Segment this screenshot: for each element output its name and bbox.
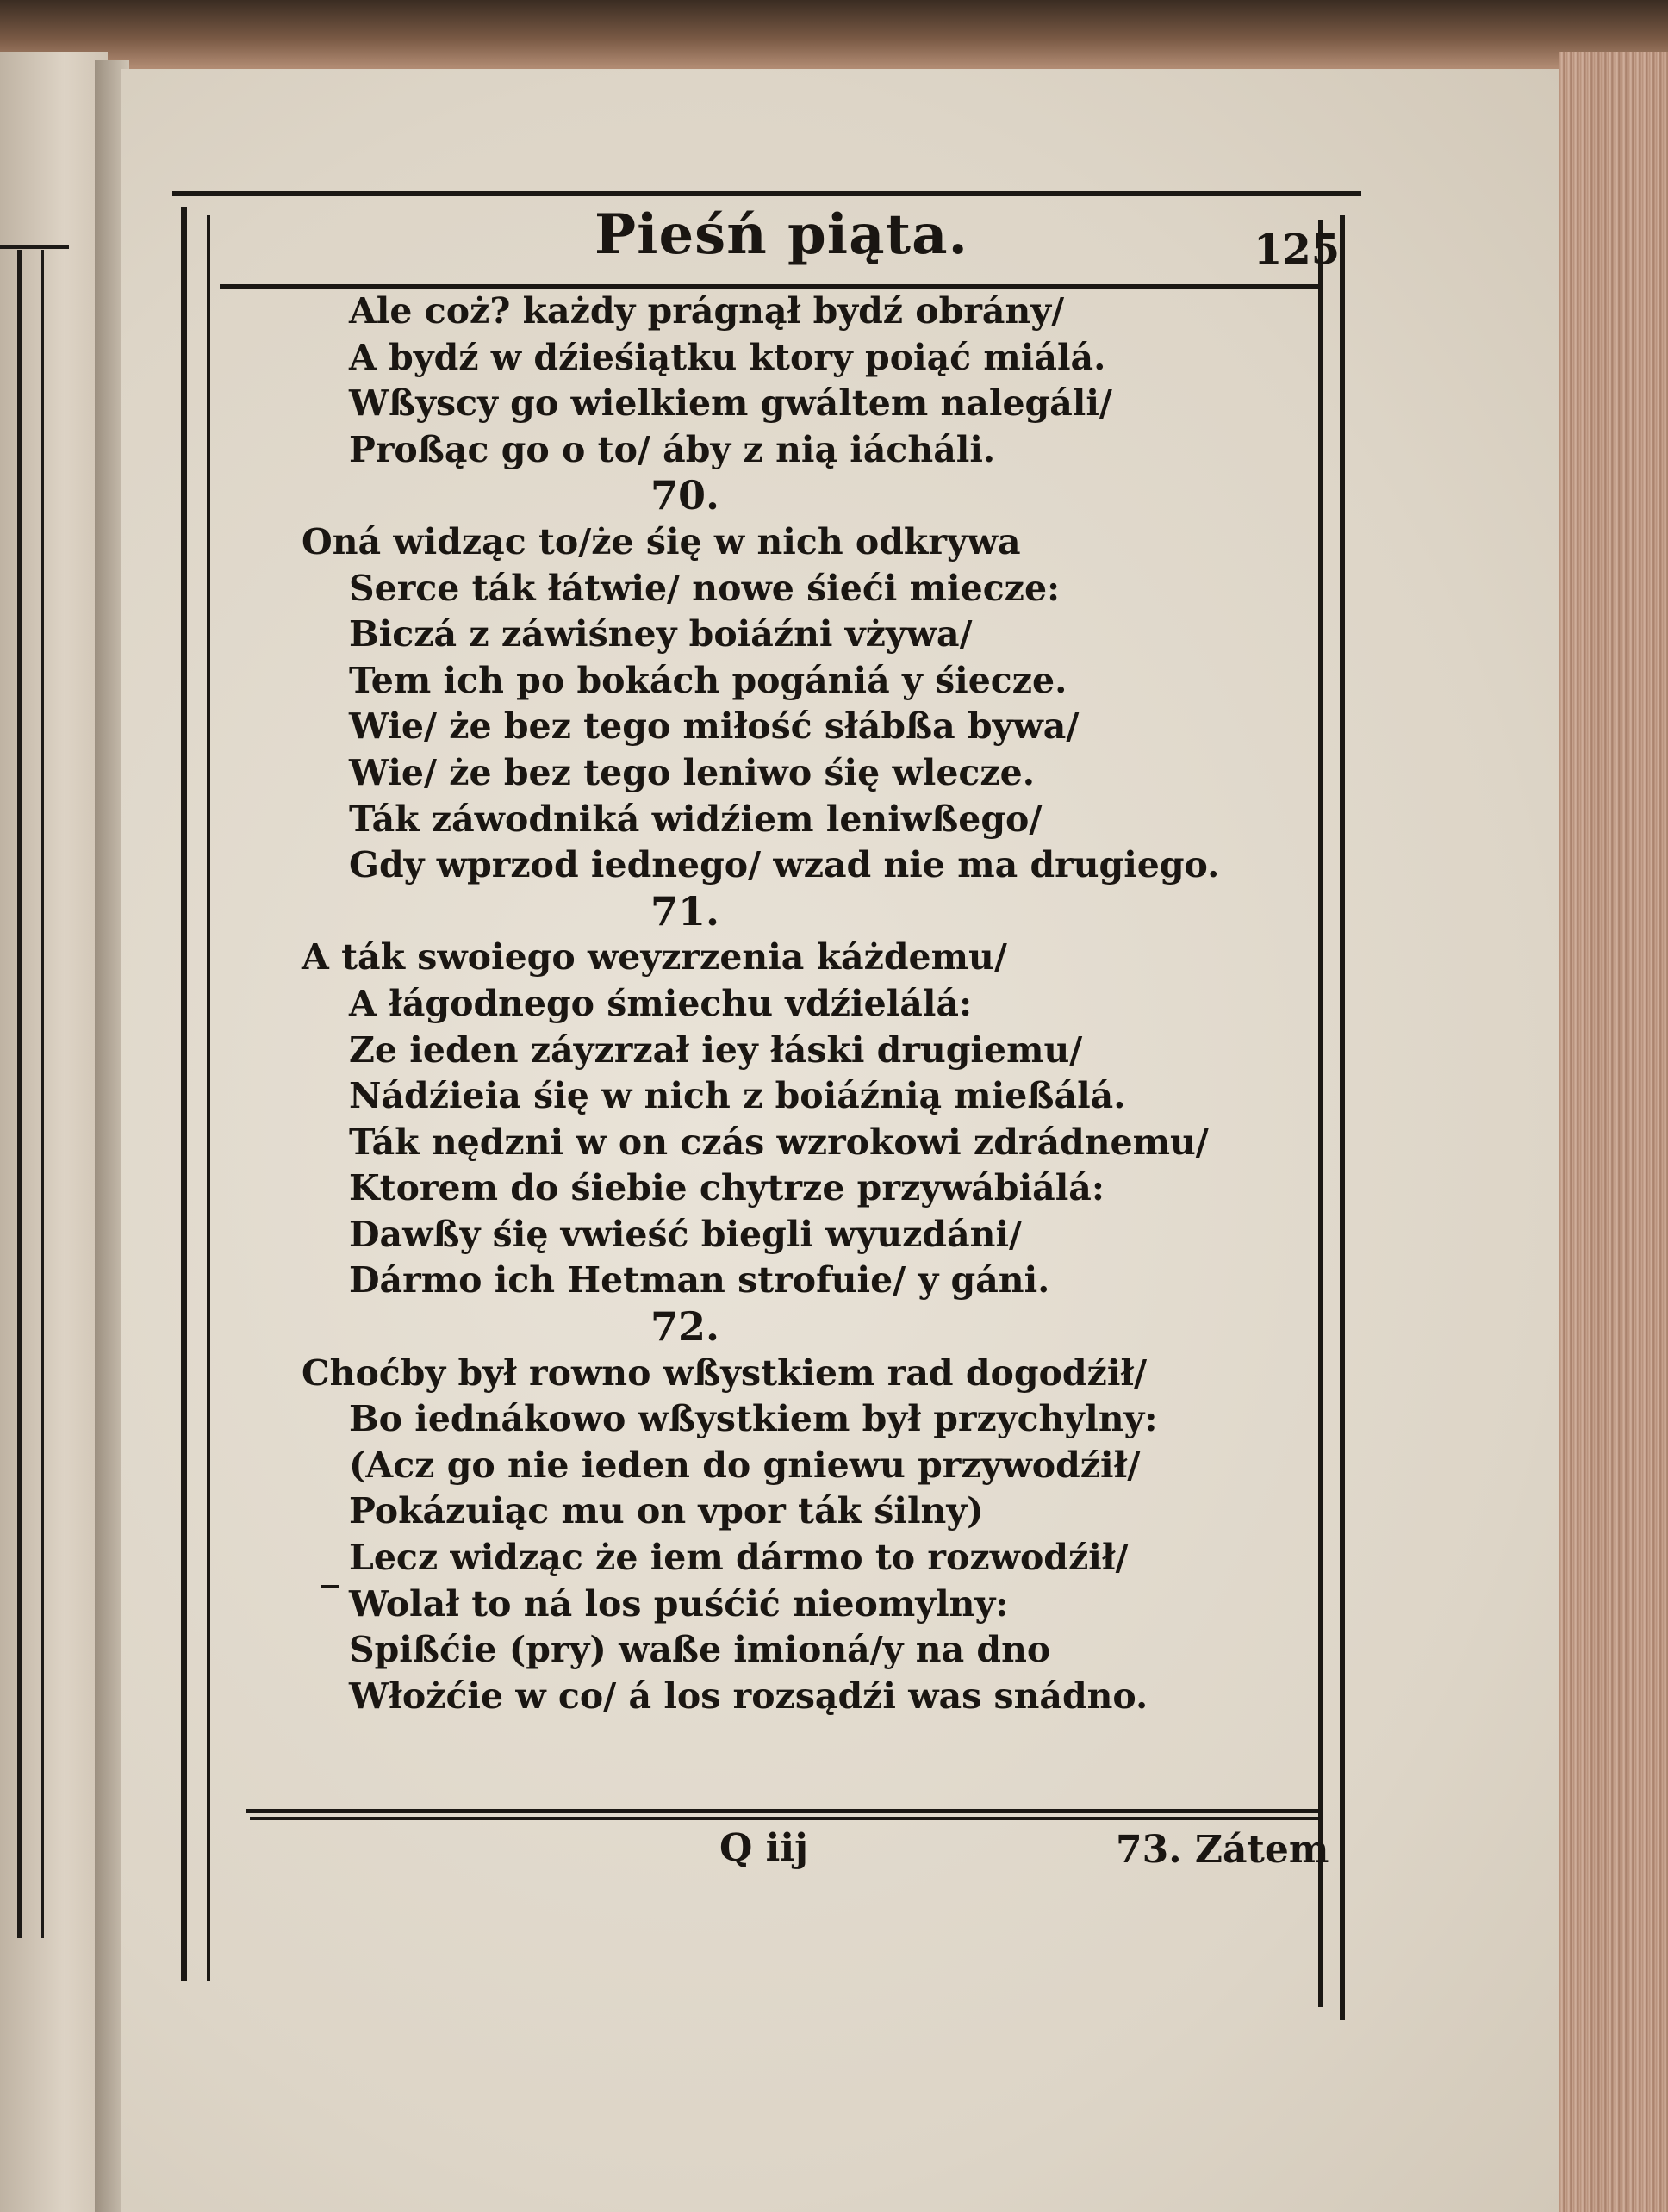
stanza-number: 70.: [650, 472, 720, 519]
verse-line: A bydź w dźieśiątku ktory poiąć miálá.: [349, 336, 1106, 378]
verse-line: Lecz widząc że iem dármo to rozwodźił/: [349, 1537, 1129, 1579]
poem-text: [302, 289, 1292, 1719]
page-edges: [1559, 52, 1668, 2212]
verse-line: Wolał to ná los puśćić nieomylny:: [349, 1582, 1009, 1625]
verse-line: A ták swoiego weyzrzenia káżdemu/: [302, 936, 1007, 979]
facing-page-border: [17, 250, 22, 1938]
verse-line: Biczá z záwiśney boiáźni vżywa/: [349, 613, 973, 656]
verse-line: (Acz go nie ieden do gniewu przywodźił/: [349, 1444, 1141, 1486]
verse-line: Proßąc go o to/ áby z nią iácháli.: [349, 428, 996, 470]
verse-line: Bo iednákowo wßystkiem był przychylny:: [349, 1398, 1158, 1440]
verse-line: A łágodnego śmiechu vdźielálá:: [349, 982, 973, 1024]
verse-line: Serce ták łátwie/ nowe śieći miecze:: [349, 567, 1061, 609]
frame-left-outer: [181, 207, 187, 1981]
footer-rule-inner: [250, 1817, 1318, 1820]
frame-top-rule: [172, 191, 1361, 196]
verse-line: Ze ieden záyzrzał iey łáski drugiemu/: [349, 1028, 1083, 1071]
verse-line: Dawßy śię vwieść biegli wyuzdáni/: [349, 1213, 1023, 1255]
margin-mark: [321, 1585, 339, 1588]
running-title: Pieśń piąta.: [594, 202, 968, 267]
verse-line: Spißćie (pry) waße imioná/y na dno: [349, 1629, 1051, 1671]
verse-line: Oná widząc to/że śię w nich odkrywa: [302, 520, 1021, 562]
verse-line: Ták nędzni w on czás wzrokowi zdrádnemu/: [349, 1121, 1209, 1163]
verse-line: Dármo ich Hetman strofuie/ y gáni.: [349, 1259, 1050, 1302]
verse-line: Ták záwodniká widźiem leniwßego/: [349, 798, 1042, 840]
verse-line: Ktorem do śiebie chytrze przywábiálá:: [349, 1167, 1105, 1209]
page-number: 125: [1254, 226, 1341, 274]
stanza-number: 72.: [650, 1303, 720, 1351]
stanza-number: 71.: [650, 887, 720, 935]
frame-right-inner: [1318, 220, 1323, 2007]
verse-line: Wie/ że bez tego miłość słábßa bywa/: [349, 705, 1080, 748]
footer-rule: [246, 1809, 1323, 1813]
facing-page-border-inner: [41, 250, 44, 1938]
catchword: 73. Zátem: [1116, 1828, 1329, 1872]
facing-page-left: [0, 52, 108, 2212]
verse-line: Tem ich po bokách pogániá y śiecze.: [349, 659, 1067, 701]
verse-line: Włożćie w co/ á los rozsądźi was snádno.: [349, 1675, 1148, 1717]
frame-left-inner: [207, 215, 210, 1981]
verse-line: Wie/ że bez tego leniwo śię wlecze.: [349, 751, 1036, 793]
verse-line: Gdy wprzod iednego/ wzad nie ma drugiego.: [349, 844, 1220, 886]
verse-line: Wßyscy go wielkiem gwáltem nalegáli/: [349, 382, 1112, 425]
verse-line: Choćby był rowno wßystkiem rad dogodźił/: [302, 1351, 1148, 1394]
signature-mark: Q iij: [719, 1826, 808, 1870]
frame-right-outer: [1340, 215, 1345, 2020]
facing-page-rule: [0, 245, 69, 249]
verse-line: Nádźieia śię w nich z boiáźnią mießálá.: [349, 1075, 1126, 1117]
verse-line: Ale coż? każdy prágnął bydź obrány/: [349, 290, 1065, 332]
verse-line: Pokázuiąc mu on vpor ták śilny): [349, 1490, 984, 1532]
